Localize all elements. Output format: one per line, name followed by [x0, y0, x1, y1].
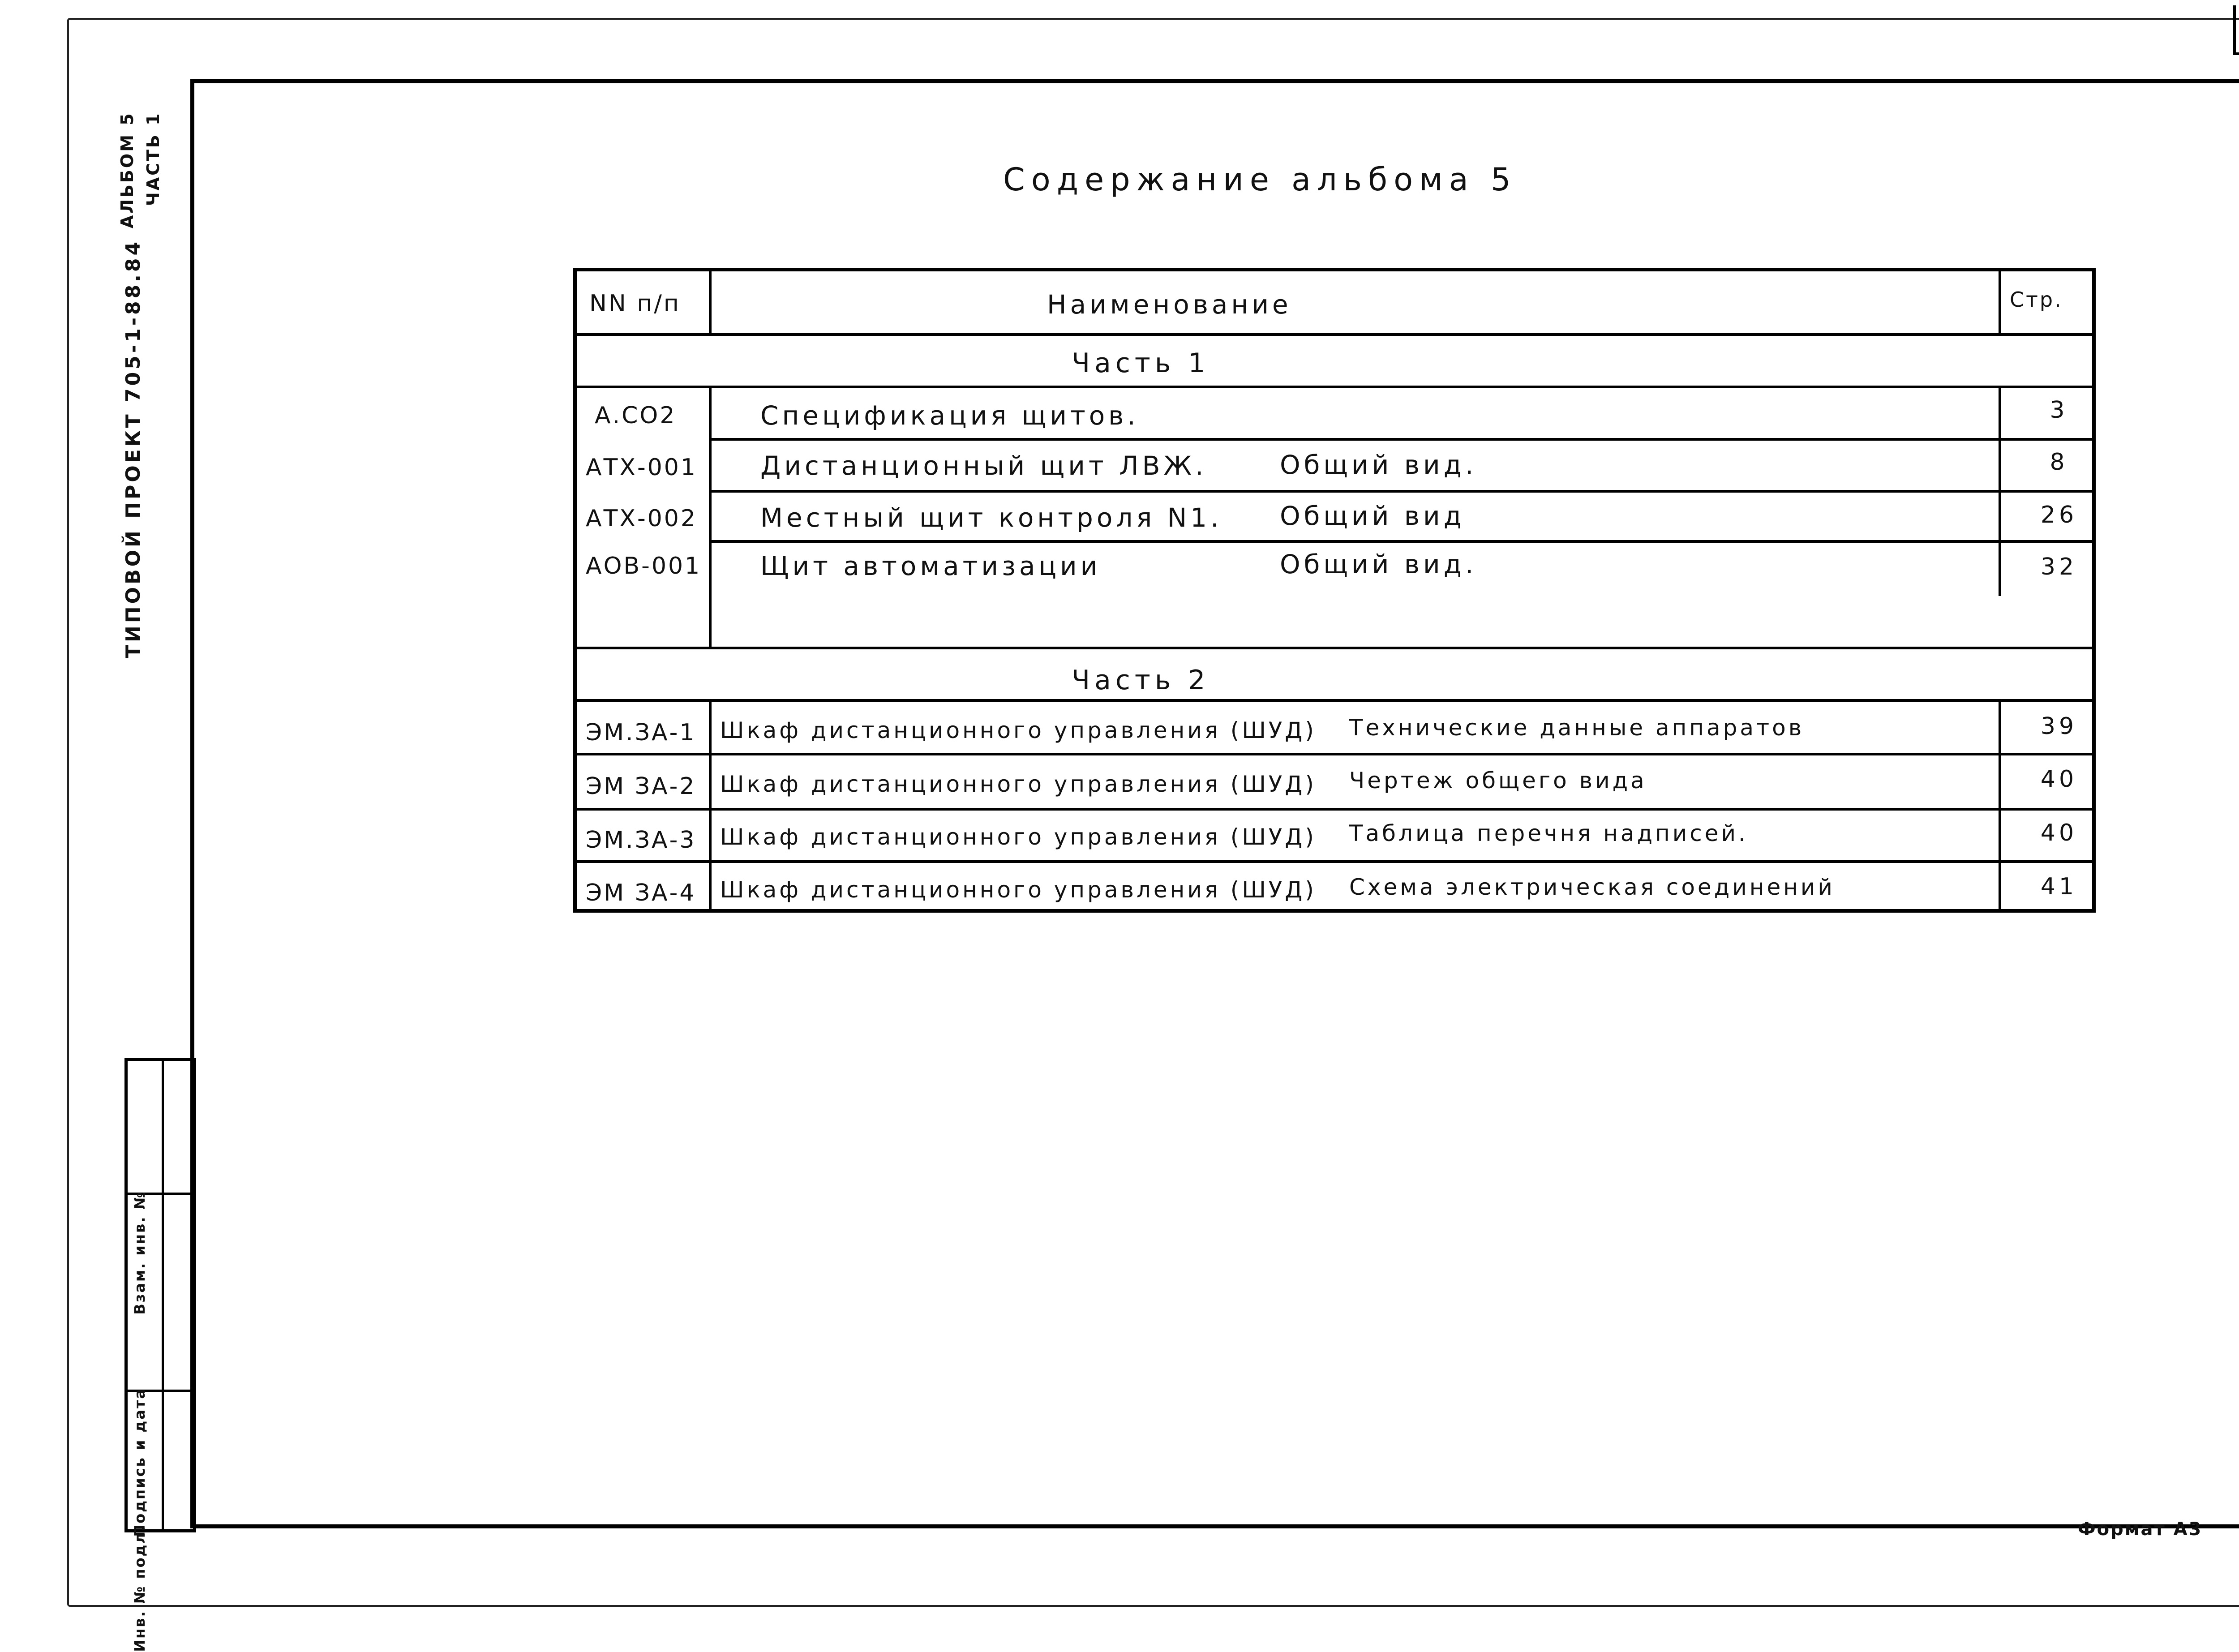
table-line: [709, 386, 712, 647]
project-label: ТИПОВОЙ ПРОЕКТ 705-1-88.84: [122, 239, 145, 658]
row-subtitle: Общий вид.: [1280, 549, 1477, 579]
table-line: [1999, 271, 2001, 333]
row-code: ЭМ ЗА-2: [586, 773, 696, 800]
table-line: [577, 860, 2092, 863]
header-name: Наименование: [1047, 289, 1292, 320]
row-name: Спецификация щитов.: [760, 400, 1139, 431]
table-line: [577, 333, 2092, 336]
row-name: Дистанционный щит ЛВЖ.: [760, 451, 1207, 481]
row-name: Шкаф дистанционного управления (ШУД): [720, 717, 1317, 743]
table-line: [711, 540, 2092, 543]
table-line: [709, 271, 712, 333]
stamp-cell-signature: [128, 1195, 193, 1537]
row-subtitle: Общий вид.: [1280, 450, 1477, 480]
row-code: ЭМ ЗА-4: [586, 880, 696, 906]
row-name: Шкаф дистанционного управления (ШУД): [720, 824, 1317, 850]
table-line: [577, 753, 2092, 755]
row-page: 39: [2040, 713, 2078, 740]
section-title: Часть 1: [1072, 348, 1210, 379]
album-label: АЛЬБОМ 5: [117, 112, 137, 228]
table-line: [711, 438, 2092, 441]
stamp-signature-label: Подпись и дата: [131, 1388, 148, 1537]
row-code: ЭМ.ЗА-3: [586, 827, 696, 854]
page-title: Содержание альбома 5: [1003, 161, 1517, 198]
page-number: [2233, 5, 2239, 55]
row-page: 40: [2040, 766, 2078, 793]
row-code: АОВ-001: [586, 553, 702, 579]
row-page: 26: [2040, 502, 2078, 528]
stamp-block: [124, 1058, 196, 1652]
row-page: 3: [2050, 397, 2068, 424]
table-line: [577, 699, 2092, 702]
part-label: ЧАСТЬ 1: [143, 112, 163, 206]
row-subtitle: Технические данные аппаратов: [1349, 715, 1805, 741]
row-code: ЭМ.ЗА-1: [586, 719, 696, 746]
header-code: NN п/п: [589, 290, 681, 317]
table-line: [709, 699, 712, 910]
table-line: [577, 647, 2092, 649]
row-name: Шкаф дистанционного управления (ШУД): [720, 877, 1317, 903]
row-subtitle: Общий вид: [1280, 501, 1465, 531]
row-subtitle: Схема электрическая соединений: [1349, 874, 1835, 900]
table-line: [577, 386, 2092, 388]
table-line: [711, 490, 2092, 493]
row-code: А.СО2: [595, 402, 677, 429]
format-label: Формат А3: [2078, 1519, 2203, 1540]
table-line: [1999, 699, 2001, 910]
section-title: Часть 2: [1072, 665, 1210, 696]
row-code: АТХ-002: [586, 505, 697, 532]
row-subtitle: Таблица перечня надписей.: [1349, 820, 1748, 846]
stamp-cell-replace-inv: [128, 1061, 193, 1315]
stamp-inv-no-label: Инв. № подл.: [131, 1525, 148, 1652]
table-line: [1999, 386, 2001, 596]
contents-table: [573, 268, 2096, 913]
row-name: Местный щит контроля N1.: [760, 502, 1222, 533]
row-subtitle: Чертеж общего вида: [1349, 768, 1647, 794]
row-page: 40: [2040, 820, 2078, 846]
row-page: 41: [2040, 873, 2078, 900]
stamp-cell-inv-no: [128, 1392, 193, 1652]
row-name: Шкаф дистанционного управления (ШУД): [720, 771, 1317, 797]
header-page: Стр.: [2010, 287, 2063, 312]
row-page: 8: [2050, 449, 2068, 476]
row-code: АТХ-001: [586, 454, 697, 481]
row-page: 32: [2040, 554, 2078, 580]
stamp-replace-inv-label: Взам. инв. №: [131, 1191, 148, 1315]
row-name: Щит автоматизации: [760, 551, 1101, 581]
table-line: [577, 808, 2092, 811]
